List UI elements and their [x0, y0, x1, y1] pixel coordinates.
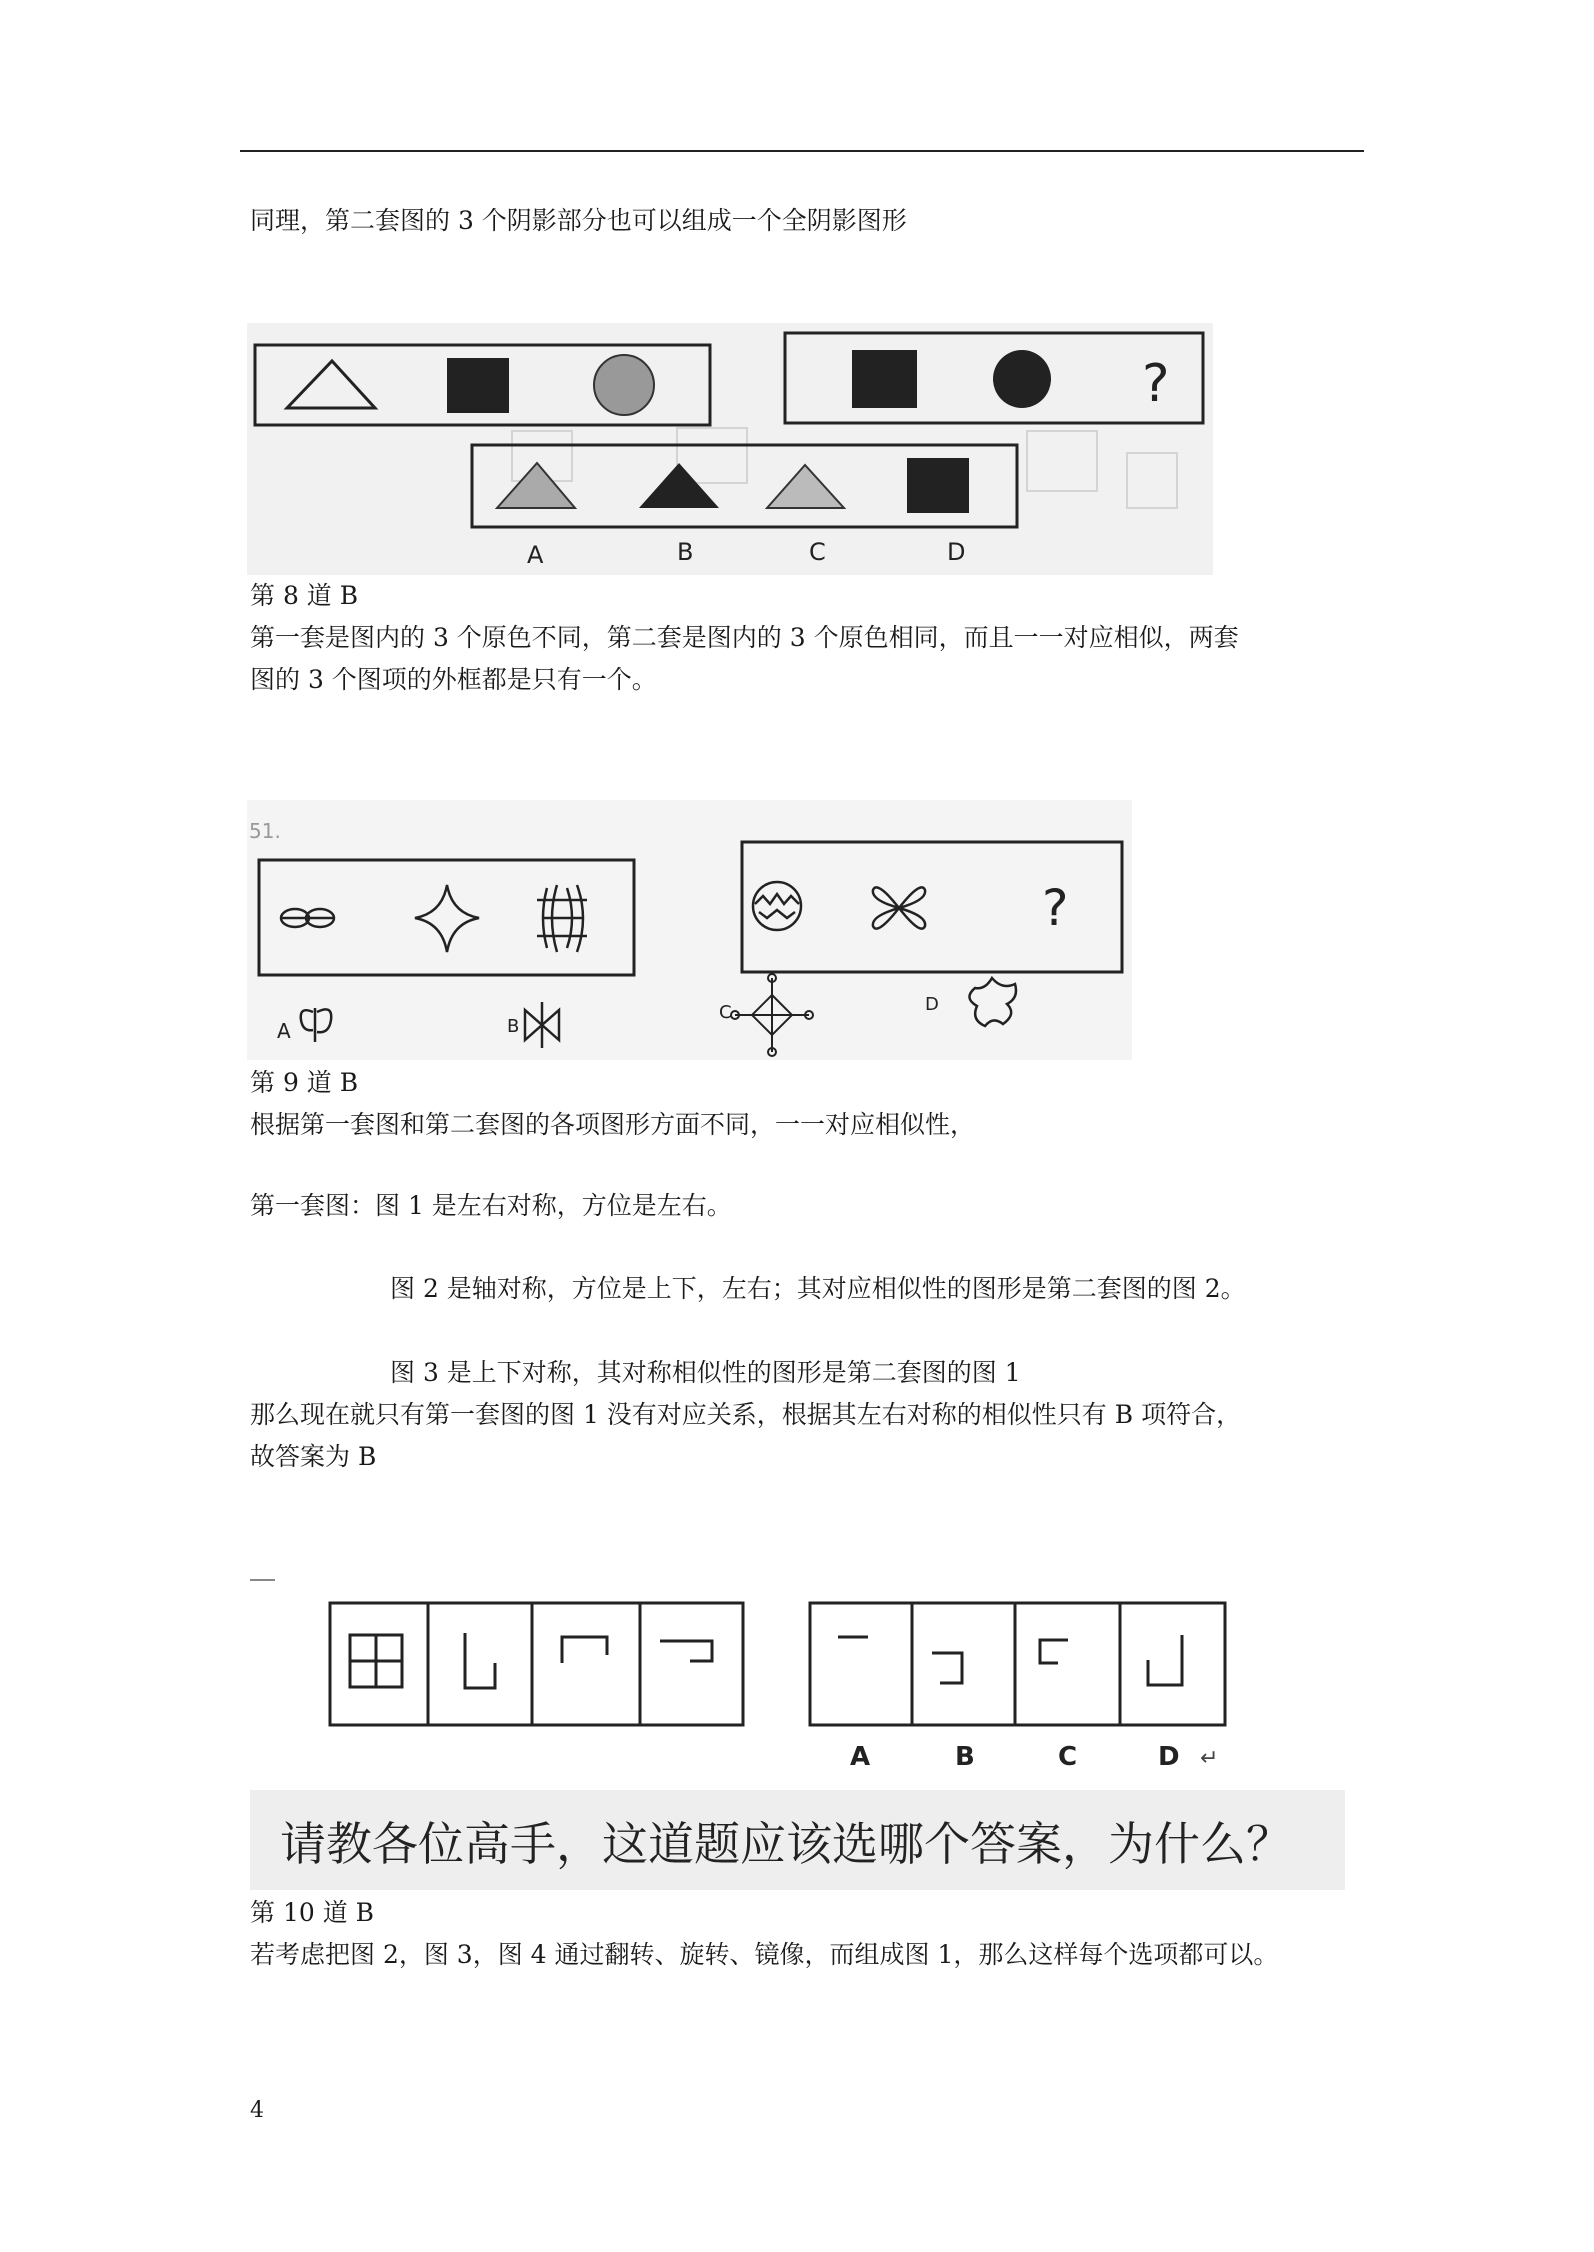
cracked-egg-icon: [753, 882, 801, 930]
l-shape-icon: [465, 1633, 495, 1688]
option-a-butterfly-icon: [301, 1008, 331, 1042]
page-number: 4: [250, 2098, 264, 2123]
figure-q10: [250, 1565, 1345, 1895]
option-c-shape: [1040, 1640, 1068, 1663]
q9-line2: 第一套图：图 1 是左右对称，方位是左右。: [250, 1191, 732, 1220]
option-d-label: D: [1158, 1742, 1180, 1772]
option-d-shape: [907, 458, 969, 513]
option-b-label: B: [507, 1016, 520, 1037]
option-c-shape: [767, 465, 844, 508]
triangle-outline-shape: [287, 361, 375, 408]
option-b-shape: [932, 1653, 962, 1683]
gray-circle-shape: [594, 355, 654, 415]
grid-square-icon: [350, 1635, 402, 1687]
question-mark: ?: [1042, 879, 1069, 937]
option-b-label: B: [677, 538, 694, 566]
option-d-label: D: [925, 994, 939, 1015]
q9-line6: 故答案为 B: [250, 1442, 377, 1471]
option-a-label: A: [277, 1019, 291, 1043]
return-mark: ↵: [1200, 1746, 1219, 1771]
figure-caption: 请教各位高手，这道题应该选哪个答案，为什么？: [280, 1817, 1292, 1871]
option-b-label: B: [955, 1742, 975, 1772]
black-square-shape-2: [852, 350, 917, 408]
q9-line4: 图 3 是上下对称，其对称相似性的图形是第二套图的图 1: [390, 1358, 1021, 1387]
question-number: 51.: [249, 819, 281, 843]
option-b-shape: [639, 463, 719, 508]
q8-title: 第 8 道 B: [250, 581, 359, 610]
option-a-shape: [497, 463, 575, 508]
option-c-label: C: [809, 538, 826, 566]
symmetric-leaves-icon: [537, 885, 587, 952]
corner-shape-icon: [660, 1641, 712, 1661]
figure-q8-drawing: [247, 323, 1213, 575]
option-d-flower-icon: [969, 978, 1016, 1026]
option-d-shape: [1148, 1635, 1182, 1685]
q9-line5: 那么现在就只有第一套图的图 1 没有对应关系，根据其左右对称的相似性只有 B 项符合，: [250, 1400, 1242, 1429]
q9-line3: 图 2 是轴对称，方位是上下，左右；其对应相似性的图形是第二套图的图 2。: [390, 1274, 1246, 1303]
double-oval-icon: [281, 909, 334, 927]
q10-body: 若考虑把图 2，图 3，图 4 通过翻转、旋转、镜像，而组成图 1，那么这样每个选项都可以。: [250, 1940, 1279, 1969]
option-b-bowtie-icon: [525, 1002, 559, 1048]
option-a-label: A: [527, 541, 544, 569]
option-c-label: C: [1058, 1742, 1078, 1772]
four-point-star-icon: [415, 885, 479, 952]
question-mark: ?: [1142, 354, 1170, 414]
figure-q8: [247, 323, 1213, 575]
question-strip: [330, 1603, 743, 1725]
q8-body-line2: 图的 3 个图项的外框都是只有一个。: [250, 665, 657, 694]
black-circle-shape: [993, 350, 1051, 408]
four-petal-flower-icon: [873, 887, 925, 928]
option-c-label: C: [719, 1002, 732, 1023]
q9-title: 第 9 道 B: [250, 1068, 359, 1097]
option-a-label: A: [850, 1742, 871, 1772]
q10-title: 第 10 道 B: [250, 1898, 375, 1927]
option-c-diamond-icon: [731, 974, 813, 1056]
q8-body-line1: 第一套是图内的 3 个原色不同，第二套是图内的 3 个原色相同，而且一一对应相似，两套: [250, 623, 1239, 652]
options-strip: [810, 1603, 1225, 1725]
intro-text: 同理，第二套图的 3 个阴影部分也可以组成一个全阴影图形: [250, 206, 907, 235]
hook-shape-icon: [562, 1637, 607, 1663]
figure-q9: [247, 800, 1132, 1060]
q9-line1: 根据第一套图和第二套图的各项图形方面不同，一一对应相似性，: [250, 1110, 976, 1139]
figure-q10-drawing: [250, 1565, 1345, 1895]
option-d-label: D: [947, 538, 966, 566]
figure-q9-drawing: [247, 800, 1132, 1060]
header-rule: [240, 150, 1364, 152]
black-square-shape: [447, 358, 509, 413]
